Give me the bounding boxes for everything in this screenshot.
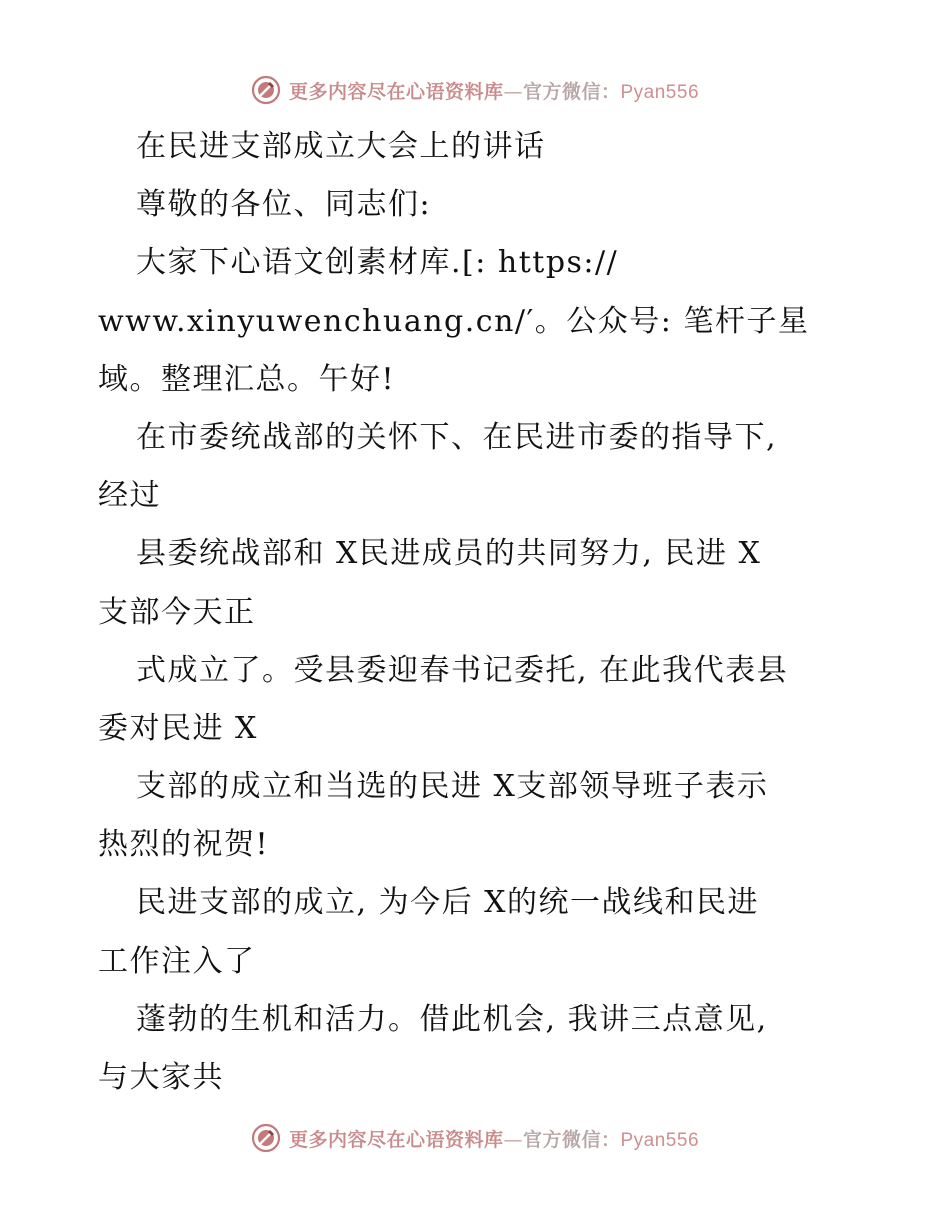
paragraph-line: 蓬勃的生机和活力。借此机会, 我讲三点意见, — [136, 1001, 768, 1037]
paragraph-line: 域。整理汇总。午好! — [98, 361, 396, 397]
paragraph-line: 热烈的祝贺! — [98, 827, 270, 863]
header-banner — [0, 70, 950, 110]
banner-main-text: 更多内容尽在心语资料库 — [288, 80, 504, 103]
paragraph-line: 支部今天正 — [98, 594, 256, 630]
paragraph-line: 大家下心语文创素材库.[: https:// — [136, 245, 619, 281]
banner-separator: — — [503, 80, 523, 103]
paragraph-line: 支部的成立和当选的民进 X支部领导班子表示 — [136, 769, 769, 805]
document-title: 在民进支部成立大会上的讲话 — [136, 129, 546, 164]
banner-wechat-label: 官方微信： — [522, 80, 621, 103]
document-body — [98, 118, 858, 1107]
banner-wechat-id: Pyan556 — [620, 81, 700, 103]
paragraph-line: 在市委统战部的关怀下、在民进市委的指导下, — [136, 419, 778, 455]
banner-wechat-id: Pyan556 — [620, 1129, 700, 1151]
paragraph-line: www.xinyuwenchuang.cn/′。公众号: 笔杆子星 — [98, 303, 810, 339]
paragraph-line: 民进支部的成立, 为今后 X的统一战线和民进 — [136, 885, 759, 921]
paragraph-line: 工作注入了 — [98, 943, 256, 979]
footer-banner — [0, 1118, 950, 1158]
paragraph-line: 经过 — [98, 478, 161, 514]
pen-seal-icon — [251, 75, 281, 105]
paragraph-line: 式成立了。受县委迎春书记委托, 在此我代表县 — [136, 652, 789, 688]
paragraph-line: 与大家共 — [98, 1060, 224, 1095]
pen-seal-icon — [251, 1123, 281, 1153]
banner-text — [289, 1125, 699, 1152]
banner-separator: — — [503, 1128, 523, 1151]
banner-wechat-label: 官方微信： — [522, 1128, 621, 1151]
banner-text — [289, 77, 699, 104]
banner-main-text: 更多内容尽在心语资料库 — [288, 1128, 504, 1151]
paragraph-line: 县委统战部和 X民进成员的共同努力, 民进 X — [136, 536, 762, 572]
salutation: 尊敬的各位、同志们: — [136, 187, 432, 223]
paragraph-line: 委对民进 X — [98, 710, 258, 746]
